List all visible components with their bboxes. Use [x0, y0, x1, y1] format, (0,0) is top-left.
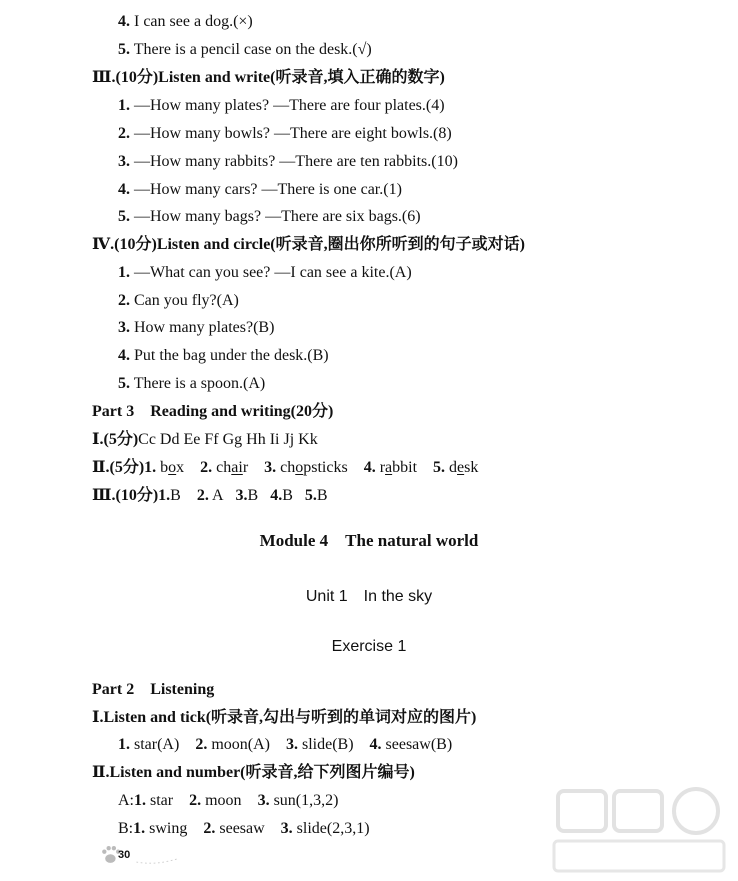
answer-line: Ⅰ.(5分)Cc Dd Ee Ff Gg Hh Ii Jj Kk — [92, 431, 318, 448]
answer-line: 2. Can you fly?(A) — [118, 292, 239, 309]
answer-line: 5. There is a spoon.(A) — [118, 375, 266, 392]
answer-line: B:1. swing 2. seesaw 3. slide(2,3,1) — [118, 820, 370, 837]
answer-line: 4. Put the bag under the desk.(B) — [118, 347, 329, 364]
section-heading: Ⅳ.(10分)Listen and circle(听录音,圈出你所听到的句子或对话) — [92, 236, 525, 253]
page-number: 30 — [118, 849, 131, 861]
answer-line: 5. —How many bags? —There are six bags.(6) — [118, 208, 421, 225]
paw-print-icon — [92, 843, 212, 869]
answer-line: 5. There is a pencil case on the desk.(√) — [118, 41, 372, 58]
section-heading: Ⅱ.Listen and number(听录音,给下列图片编号) — [92, 764, 415, 781]
answer-line: A:1. star 2. moon 3. sun(1,3,2) — [118, 792, 339, 809]
exercise-title: Exercise 1 — [331, 638, 407, 655]
answer-line: 3. How many plates?(B) — [118, 319, 275, 336]
module-title: Module 4 The natural world — [259, 531, 479, 550]
section-heading: Ⅲ.(10分)Listen and write(听录音,填入正确的数字) — [92, 69, 445, 86]
answer-line: 2. —How many bowls? —There are eight bowls.(8) — [118, 125, 452, 142]
part-heading: Part 3 Reading and writing(20分) — [92, 403, 334, 420]
answer-line: Ⅲ.(10分)1.B 2. A 3.B 4.B 5.B — [92, 487, 328, 504]
section-heading: Ⅰ.Listen and tick(听录音,勾出与听到的单词对应的图片) — [92, 709, 477, 726]
unit-title: Unit 1 In the sky — [305, 588, 433, 605]
answer-line: 4. I can see a dog.(×) — [118, 13, 253, 30]
watermark-logo-icon — [550, 787, 730, 877]
answer-line: Ⅱ.(5分)1. box 2. chair 3. chopsticks 4. rabbit 5. desk — [92, 459, 479, 476]
answer-line: 1. star(A) 2. moon(A) 3. slide(B) 4. seesaw(B) — [118, 736, 453, 753]
answer-line: 1. —How many plates? —There are four plates.(4) — [118, 97, 445, 114]
part-heading: Part 2 Listening — [92, 681, 215, 698]
answer-line: 4. —How many cars? —There is one car.(1) — [118, 181, 402, 198]
answer-line: 3. —How many rabbits? —There are ten rabbits.(10) — [118, 153, 458, 170]
answer-line: 1. —What can you see? —I can see a kite.(A) — [118, 264, 412, 281]
